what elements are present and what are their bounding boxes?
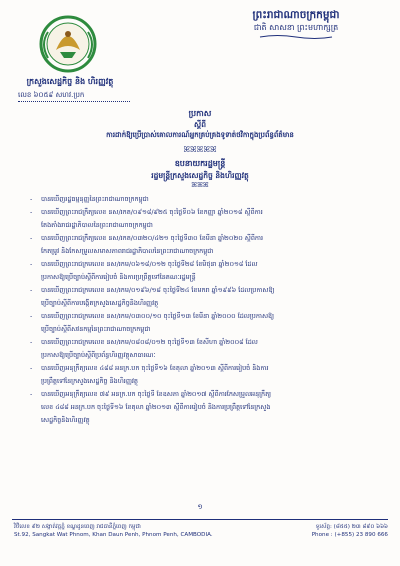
list-item: - បានឃើញព្រះរាជក្រមលេខ នស/រកម/០៣០០/១០ ចុះថ្ងៃទី១៣ ខែមីនា ឆ្នាំ២០០០ ដែលប្រកាសឱ្យ ប្រើច្បាប់ស្តីពីសវនកម្មនៃព្រះរាជាណាចក្រកម្ពុជា bbox=[30, 312, 274, 333]
list-item: - បានឃើញព្រះរាជក្រមលេខ នស/រកម/០៨០៨/០១២ ចុះថ្ងៃទី១៣ ខែសីហា ឆ្នាំ២០០៨ ដែល ប្រកាសឱ្យប្រើច្បាប់ស្តីពីប្រព័ន្ធហិរញ្ញវត្ថុសាធារណៈ bbox=[30, 338, 258, 359]
footer-address-kh: វិថីលេខ ៩២ សង្កាត់វត្តភ្នំ ខណ្ឌដូនពេញ រាជធានីភ្នំពេញ កម្ពុជា bbox=[14, 524, 141, 530]
footer-divider bbox=[12, 519, 388, 520]
divider-ornament: ꕤꕤꕤꕤꕤ bbox=[183, 145, 217, 154]
minister-heading: ឧបនាយករដ្ឋមន្ត្រី bbox=[174, 159, 226, 168]
list-item: - បានឃើញព្រះរាជក្រឹត្យលេខ នស/រកត/០៩១៨/៩២៥ ចុះថ្ងៃទី០៦ ខែកញ្ញា ឆ្នាំ២០១៨ ស្តីពីការ តែងតាំងរាជរដ្ឋាភិបាលនៃព្រះរាជាណាចក្រកម្ពុជា bbox=[30, 208, 263, 229]
subject-heading: ការដាក់ឱ្យប្រើប្រាស់គោលការណ៍អ្នកគ្រប់គ្រងទូទាត់ថវិកាក្នុងប្រព័ន្ធព័ត៌មាន bbox=[106, 131, 294, 139]
footer-address-en: St.92, Sangkat Wat Phnom, Khan Daun Penh, Phnom Penh, CAMBODIA. bbox=[14, 532, 213, 538]
list-item: - បានឃើញព្រះរាជក្រមលេខ នស/រកម/០៦១៨/០១២ ចុះថ្ងៃទី២៨ ខែមិថុនា ឆ្នាំ២០១៨ ដែល ប្រកាសឱ្យប្រើច្បាប់ស្តីពីការរៀបចំ និងការប្រព្រឹត្តទៅនៃគណៈរដ្ឋមន្ត្រី bbox=[30, 260, 258, 281]
motto-ornament bbox=[258, 34, 334, 40]
page-number: ១ bbox=[197, 503, 203, 511]
ministry-name: ក្រសួងសេដ្ឋកិច្ច និង ហិរញ្ញវត្ថុ bbox=[26, 77, 114, 86]
list-item: - បានឃើញរដ្ឋធម្មនុញ្ញនៃព្រះរាជាណាចក្រកម្ពុជា bbox=[30, 195, 149, 203]
footer-phone-kh: ទូរស័ព្ទ: (៨៥៥) ២៣ ៨៩០ ៦៦៦ bbox=[315, 524, 388, 530]
list-item: - បានឃើញអនុក្រឹត្យលេខ ៤៨៨ អនក្រ.បក ចុះថ្ងៃទី១៦ ខែតុលា ឆ្នាំ២០១៣ ស្តីពីការរៀបចំ និងការ ប្រព្រឹត្តទៅនៃក្រសួងសេដ្ឋកិច្ច និងហិរញ្ញវត្ថុ bbox=[30, 364, 269, 385]
document-number: លេខ ៦០៥៩ សហវ.ប្រក bbox=[18, 91, 130, 102]
declaration-heading: ប្រកាស bbox=[188, 109, 212, 118]
minister-title: រដ្ឋមន្ត្រីក្រសួងសេដ្ឋកិច្ច និងហិរញ្ញវត្ថុ bbox=[151, 171, 249, 180]
kingdom-title: ព្រះរាជាណាចក្រកម្ពុជា bbox=[252, 9, 340, 21]
footer-phone-en: Phone : (+855) 23 890 666 bbox=[311, 532, 388, 538]
list-item: - បានឃើញព្រះរាជក្រឹត្យលេខ នស/រកត/០៣២០/៤២១ ចុះថ្ងៃទី៣០ ខែមីនា ឆ្នាំ២០២០ ស្តីពីការ កែតម្រូវ និងកែសម្រួលសមាសភាពរាជរដ្ឋាភិបាលនៃព្រះរាជាណាចក្រកម្ពុជា bbox=[30, 234, 264, 255]
reference-list bbox=[30, 193, 382, 427]
list-item: - បានឃើញអនុក្រឹត្យលេខ ៧៩ អនក្រ.បក ចុះថ្ងៃទី ខែឧសភា ឆ្នាំ២០១៧ ស្តីពីការកែសម្រួលអនុក្រឹត្យ លេខ ៤៨៨ អនក្រ.បក ចុះថ្ងៃទី១៦ ខែតុលា ឆ្នាំ២០១៣ ស្តីពីការរៀបចំ និងការប្រព្រឹត្តទៅនៃក្រសួង សេដ្ឋកិច្ចនិងហិរញ្ញវត្ថុ bbox=[30, 390, 272, 424]
list-item: - បានឃើញព្រះរាជក្រមលេខ នស/រកម/០១៩៦/១៨ ចុះថ្ងៃទី២៤ ខែមករា ឆ្នាំ១៩៩៦ ដែលប្រកាសឱ្យ ប្រើច្បាប់ស្តីពីការបង្កើតក្រសួងសេដ្ឋកិច្ចនិងហិរញ្ញវត្ថុ bbox=[30, 286, 275, 307]
national-motto: ជាតិ សាសនា ព្រះមហាក្សត្រ bbox=[253, 23, 339, 32]
ministry-logo bbox=[26, 12, 110, 82]
on-heading: ស្តីពី bbox=[194, 120, 206, 129]
divider-ornament-small: ꕤꕤꕤ bbox=[191, 181, 209, 189]
